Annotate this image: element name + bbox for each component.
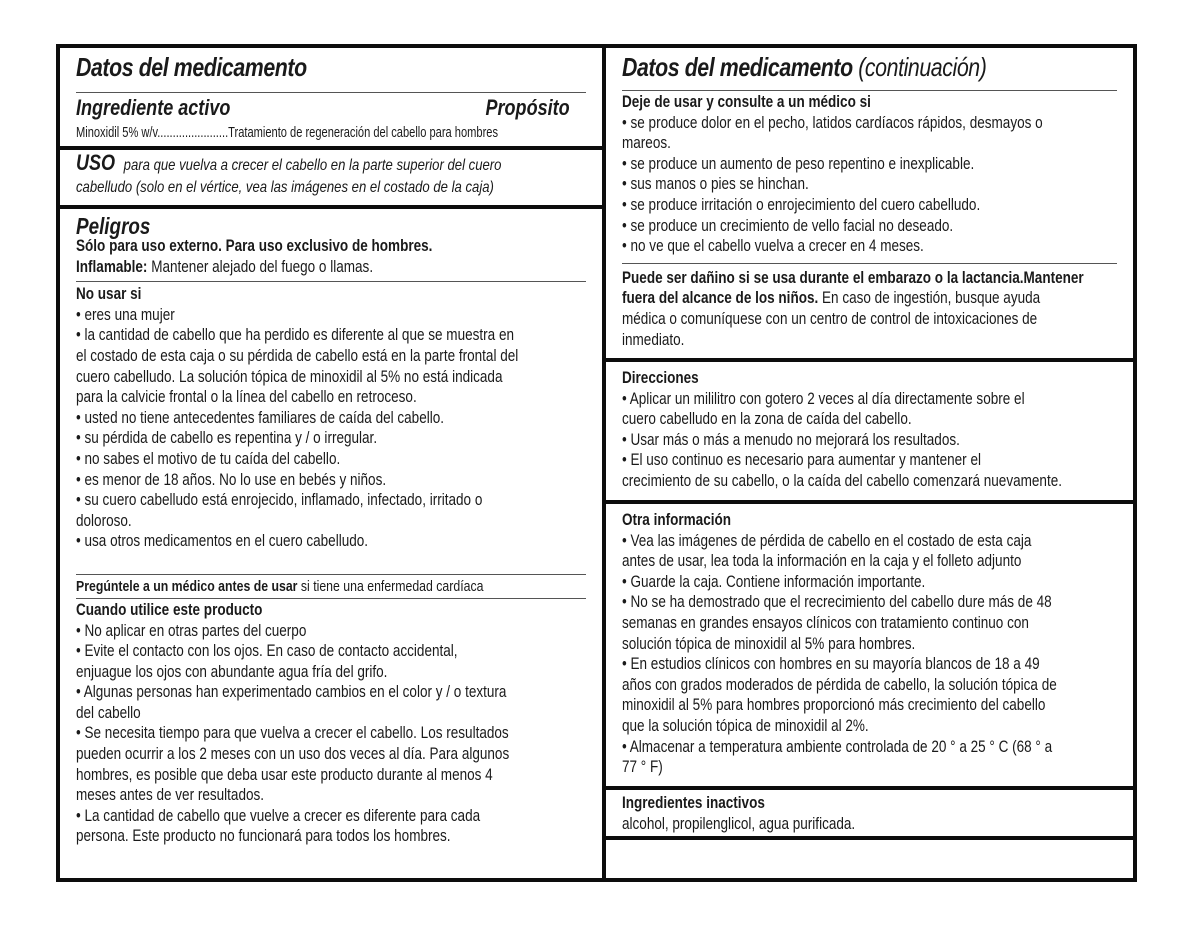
cuando-utilice-list xyxy=(76,621,586,848)
list-item: • La cantidad de cabello que vuelve a crecer es diferente para cada xyxy=(76,806,481,825)
list-item: • se produce irritación o enrojecimiento del cuero cabelludo. xyxy=(622,195,981,214)
list-item: • El uso continuo es necesario para aumentar y mantener el xyxy=(622,451,981,470)
list-item: antes de usar, lea toda la información en la caja y el folleto adjunto xyxy=(622,552,1022,571)
warnings-box xyxy=(60,209,602,878)
list-item: • su cuero cabelludo está enrojecido, inflamado, infectado, irritado o xyxy=(76,491,483,510)
list-item: del cabello xyxy=(76,703,141,722)
list-item: • se produce un aumento de peso repentino e inexplicable. xyxy=(622,154,975,173)
uso-text-line-2: cabelludo (solo en el vértice, vea las imágenes en el costado de la caja) xyxy=(76,178,494,196)
list-item: • usa otros medicamentos en el cuero cabelludo. xyxy=(76,532,369,551)
list-item: el costado de esta caja o su pérdida de cabello está en la parte frontal del xyxy=(76,346,519,365)
deje-de-usar-list xyxy=(622,113,1117,257)
list-item: pueden ocurrir a los 2 meses con un uso dos veces al día. Para algunos xyxy=(76,745,510,764)
list-item: • Algunas personas han experimentado cambios en el color y / o textura xyxy=(76,683,507,702)
drug-facts-label xyxy=(56,44,1137,882)
drug-facts-continued-title: Datos del medicamento (continuación) xyxy=(622,52,987,82)
drug-facts-title: Datos del medicamento xyxy=(76,52,307,82)
list-item: para la calvicie frontal o la línea del cabello en retroceso. xyxy=(76,388,417,407)
peligros-title: Peligros xyxy=(76,213,151,239)
list-item: que la solución tópica de minoxidil al 2%. xyxy=(622,716,869,735)
list-item: mareos. xyxy=(622,134,671,153)
list-item: • no ve que el cabello vuelva a crecer en 4 meses. xyxy=(622,237,924,256)
list-item: enjuague los ojos con abundante agua fría del grifo. xyxy=(76,662,388,681)
drug-facts-header-box xyxy=(60,48,602,150)
list-item: • no sabes el motivo de tu caída del cabello. xyxy=(76,449,341,468)
no-usar-heading: No usar si xyxy=(76,285,142,304)
list-item: 77 ° F) xyxy=(622,758,663,777)
divider xyxy=(76,574,586,575)
list-item: • se produce un crecimiento de vello facial no deseado. xyxy=(622,216,954,235)
list-item: meses antes de ver resultados. xyxy=(76,786,265,805)
list-item: hombres, es posible que deba usar este producto durante al menos 4 xyxy=(76,765,493,784)
divider xyxy=(622,90,1117,91)
empty-box xyxy=(606,840,1133,878)
divider xyxy=(622,263,1117,264)
ingredientes-inactivos-heading: Ingredientes inactivos xyxy=(622,794,765,812)
list-item: • es menor de 18 años. No lo use en bebés y niños. xyxy=(76,470,387,489)
preguntele-line: Pregúntele a un médico antes de usar si tiene una enfermedad cardíaca xyxy=(76,577,484,595)
list-item: solución tópica de minoxidil al 5% para hombres. xyxy=(622,634,916,653)
list-item: cuero cabelludo en la zona de caída del cabello. xyxy=(622,410,912,429)
list-item: • usted no tiene antecedentes familiares de caída del cabello. xyxy=(76,408,445,427)
list-item: años con grados moderados de pérdida de cabello, la solución tópica de xyxy=(622,675,1057,694)
list-item: semanas en grandes ensayos clínicos con tratamiento continuo con xyxy=(622,613,1029,632)
direcciones-box xyxy=(606,362,1133,504)
direcciones-heading: Direcciones xyxy=(622,369,699,387)
list-item: • Vea las imágenes de pérdida de cabello en el costado de esta caja xyxy=(622,531,1032,550)
list-item: • se produce dolor en el pecho, latidos cardíacos rápidos, desmayos o xyxy=(622,113,1043,132)
list-item: • No aplicar en otras partes del cuerpo xyxy=(76,621,307,640)
list-item: • la cantidad de cabello que ha perdido es diferente al que se muestra en xyxy=(76,326,514,345)
peligros-line-1: Sólo para uso externo. Para uso exclusivo de hombres. xyxy=(76,237,433,255)
embarazo-warning: Puede ser dañino si se usa durante el embarazo o la lactancia.Mantener fuera del alcance de los niños. En caso de ingestión, busque ayuda médica o comuníquese con un centro de control de intoxicaciones de inmediato. xyxy=(622,268,1084,349)
list-item: • su pérdida de cabello es repentina y / o irregular. xyxy=(76,429,378,448)
list-item: • No se ha demostrado que el recrecimiento del cabello dure más de 48 xyxy=(622,593,1052,612)
otra-informacion-heading: Otra información xyxy=(622,511,732,529)
uso-box xyxy=(60,150,602,209)
stop-use-box xyxy=(606,48,1133,362)
divider xyxy=(76,598,586,599)
list-item: • Usar más o más a menudo no mejorará los resultados. xyxy=(622,430,960,449)
active-ingredient-heading: Ingrediente activo xyxy=(76,95,231,120)
list-item: • sus manos o pies se hinchan. xyxy=(622,175,809,194)
list-item: cuero cabelludo. La solución tópica de minoxidil al 5% no está indicada xyxy=(76,367,503,386)
list-item: • Evite el contacto con los ojos. En caso de contacto accidental, xyxy=(76,642,458,661)
purpose-heading: Propósito xyxy=(485,95,570,120)
left-column xyxy=(60,48,606,878)
list-item: • eres una mujer xyxy=(76,305,175,324)
list-item: • Almacenar a temperatura ambiente controlada de 20 ° a 25 ° C (68 ° a xyxy=(622,737,1053,756)
list-item: doloroso. xyxy=(76,511,132,530)
list-item: • Se necesita tiempo para que vuelva a crecer el cabello. Los resultados xyxy=(76,724,509,743)
ingredientes-inactivos-box xyxy=(606,790,1133,840)
uso-label: USO xyxy=(76,150,116,175)
otra-informacion-box xyxy=(606,504,1133,790)
cuando-utilice-heading: Cuando utilice este producto xyxy=(76,600,263,619)
divider xyxy=(76,281,586,282)
list-item: minoxidil al 5% para hombres proporcionó más crecimiento del cabello xyxy=(622,696,1046,715)
list-item: • En estudios clínicos con hombres en su mayoría blancos de 18 a 49 xyxy=(622,655,1040,674)
list-item: • Aplicar un mililitro con gotero 2 veces al día directamente sobre el xyxy=(622,389,1025,408)
no-usar-list xyxy=(76,305,586,552)
peligros-line-2: Inflamable: Mantener alejado del fuego o llamas. xyxy=(76,257,374,276)
right-column xyxy=(606,48,1133,878)
list-item: persona. Este producto no funcionará para todos los hombres. xyxy=(76,827,451,846)
list-item: • Guarde la caja. Contiene información importante. xyxy=(622,572,926,591)
ingredientes-inactivos-text: alcohol, propilenglicol, agua purificada. xyxy=(622,814,856,833)
uso-text-line-1: para que vuelva a crecer el cabello en la parte superior del cuero xyxy=(123,157,502,174)
deje-de-usar-heading: Deje de usar y consulte a un médico si xyxy=(622,93,871,111)
list-item: crecimiento de su cabello, o la caída del cabello comenzará nuevamente. xyxy=(622,471,1062,490)
active-ingredient-line: Minoxidil 5% w/v.......................Tratamiento de regeneración del cabello para hombres xyxy=(76,124,498,141)
